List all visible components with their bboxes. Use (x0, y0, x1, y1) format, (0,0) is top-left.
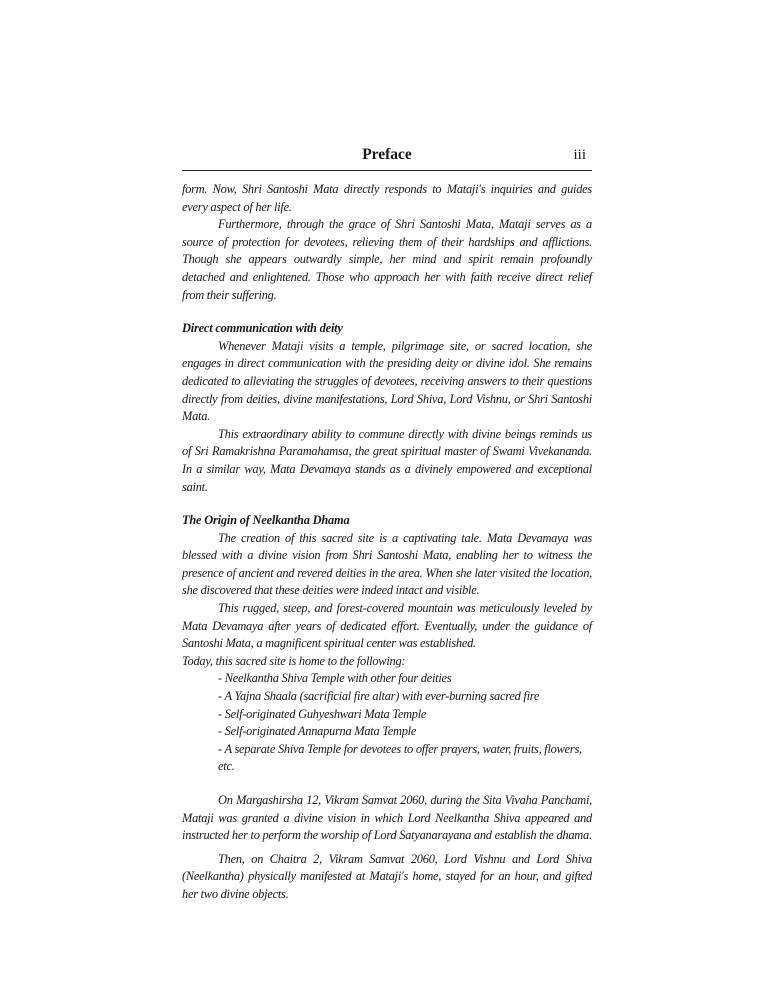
paragraph: The creation of this sacred site is a captivating tale. Mata Devamaya was blessed with a divine vision from Shri Santoshi Mata, enabling her to witness the presence of ancient and revered deities in the area. When she later visited the location, she discovered that these deities were indeed intact and visible. (182, 530, 592, 598)
site-list (182, 670, 592, 776)
list-item: - Neelkantha Shiva Temple with other four deities (218, 671, 452, 686)
paragraph: Then, on Chaitra 2, Vikram Samvat 2060, Lord Vishnu and Lord Shiva (Neelkantha) physically manifested at Mataji's home, stayed for an hour, and gifted her two divine objects. (182, 851, 592, 901)
list-item: - Self-originated Guhyeshwari Mata Temple (218, 706, 427, 721)
paragraph: Whenever Mataji visits a temple, pilgrimage site, or sacred location, she engages in direct communication with the presiding deity or divine idol. She remains dedicated to alleviating the struggles of devotees, receiving answers to their questions directly from deities, divine manifestations, Lord Shiva, Lord Vishnu, or Shri Santoshi Mata. (182, 338, 592, 424)
page-number: iii (573, 147, 586, 163)
paragraph: On Margashirsha 12, Vikram Samvat 2060, during the Sita Vivaha Panchami, Mataji was granted a divine vision in which Lord Neelkantha Shiva appeared and instructed her to perform the worship of Lord Satyanarayana and establish the dhama. (182, 793, 592, 843)
paragraph: Today, this sacred site is home to the following: (182, 653, 406, 668)
paragraph: This rugged, steep, and forest-covered mountain was meticulously leveled by Mata Devamaya after years of dedicated effort. Eventually, under the guidance of Santoshi Mata, a magnificent spiritual center was established. (182, 601, 592, 651)
page-header (182, 143, 592, 171)
book-page (182, 143, 592, 904)
page-body (182, 181, 592, 904)
paragraph: form. Now, Shri Santoshi Mata directly responds to Mataji's inquiries and guides every aspect of her life. (182, 182, 592, 214)
list-item: - Self-originated Annapurna Mata Temple (218, 724, 417, 739)
list-item: - A Yajna Shaala (sacrificial fire altar) with ever-burning sacred fire (218, 689, 540, 704)
paragraph: This extraordinary ability to commune directly with divine beings reminds us of Sri Ramakrishna Paramahamsa, the great spiritual master of Swami Vivekananda. In a similar way, Mata Devamaya stands as a divinely empowered and exceptional saint. (182, 426, 592, 494)
list-item: - A separate Shiva Temple for devotees to offer prayers, water, fruits, flowers, etc. (218, 741, 582, 774)
paragraph: Furthermore, through the grace of Shri Santoshi Mata, Mataji serves as a source of protection for devotees, relieving them of their hardships and afflictions. Though she appears outwardly simple, her mind and spirit remain profoundly detached and enlightened. Those who approach her with faith receive direct relief from their suffering. (182, 217, 592, 302)
section-heading: The Origin of Neelkantha Dhama (182, 513, 350, 528)
section-heading: Direct communication with deity (182, 321, 343, 336)
page-title: Preface (362, 146, 412, 163)
